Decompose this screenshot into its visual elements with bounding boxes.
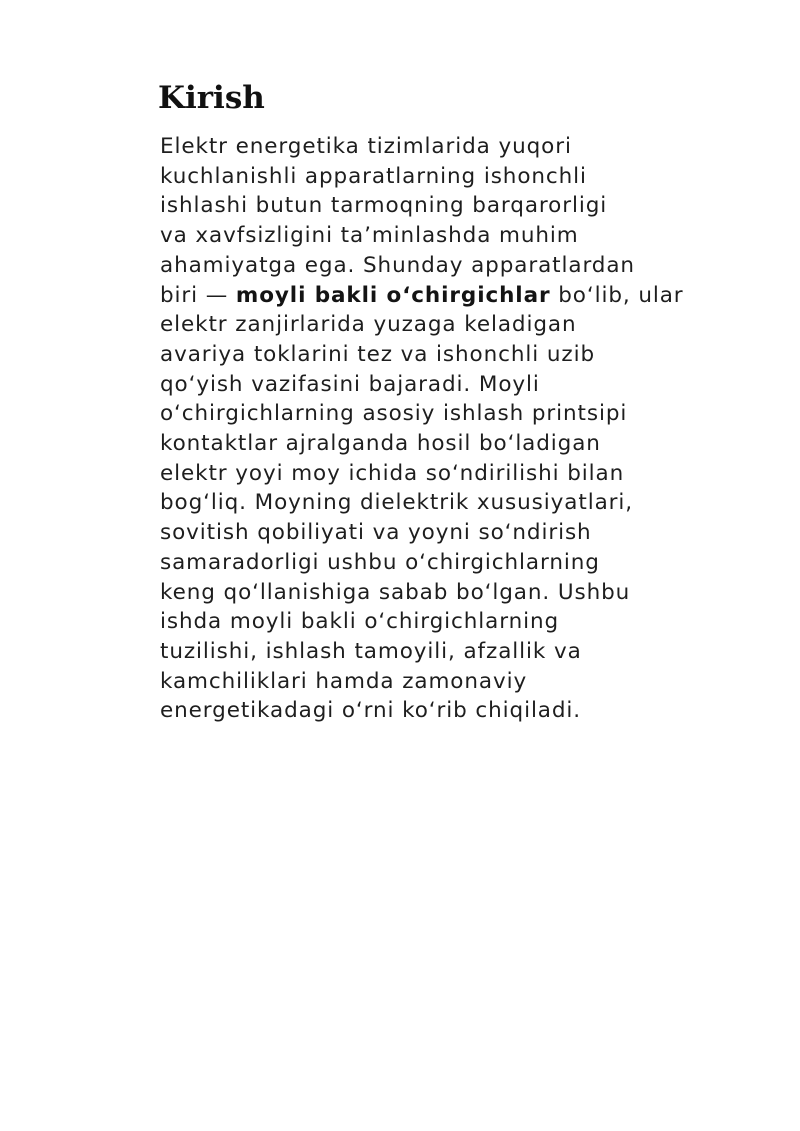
paragraph-line: elektr yoyi moy ichida so‘ndirilishi bilan — [160, 460, 625, 486]
paragraph-line: Elektr energetika tizimlarida yuqori — [160, 134, 572, 159]
paragraph-line: ishlashi butun tarmoqning barqarorligi — [160, 193, 608, 219]
paragraph-line: ahamiyatga ega. Shunday apparatlardan — [160, 252, 635, 278]
intro-paragraph — [160, 132, 750, 726]
paragraph-line: kamchiliklari hamda zamonaviy — [160, 668, 528, 694]
paragraph-line: o‘chirgichlarning asosiy ishlash printsipi — [160, 401, 628, 427]
paragraph-line: energetikadagi o‘rni ko‘rib chiqiladi. — [160, 698, 582, 724]
line-text: bo‘lib, ular — [550, 282, 684, 308]
paragraph-line-with-emphasis — [160, 281, 750, 311]
paragraph-line: keng qo‘llanishiga sabab bo‘lgan. Ushbu — [160, 579, 631, 605]
paragraph-line: ishda moyli bakli o‘chirgichlarning — [160, 609, 560, 635]
emphasized-term: moyli bakli o‘chirgichlar — [235, 282, 551, 308]
paragraph-line: kuchlanishli apparatlarning ishonchli — [160, 163, 587, 189]
paragraph-line: sovitish qobiliyati va yoyni so‘ndirish — [160, 520, 592, 546]
paragraph-line: va xavfsizligini ta’minlashda muhim — [160, 223, 579, 249]
line-text: biri — — [160, 282, 236, 308]
paragraph-line: samaradorligi ushbu o‘chirgichlarning — [160, 549, 600, 575]
paragraph-line: elektr zanjirlarida yuzaga keladigan — [160, 312, 577, 338]
paragraph-line: avariya toklarini tez va ishonchli uzib — [160, 341, 596, 367]
paragraph-line: bog‘liq. Moyning dielektrik xususiyatlari, — [160, 490, 633, 516]
paragraph-line: tuzilishi, ishlash tamoyili, afzallik va — [160, 638, 582, 664]
paragraph-line: kontaktlar ajralganda hosil bo‘ladigan — [160, 431, 601, 457]
paragraph-line: qo‘yish vazifasini bajaradi. Moyli — [160, 371, 540, 397]
section-heading: Kirish — [158, 80, 265, 116]
